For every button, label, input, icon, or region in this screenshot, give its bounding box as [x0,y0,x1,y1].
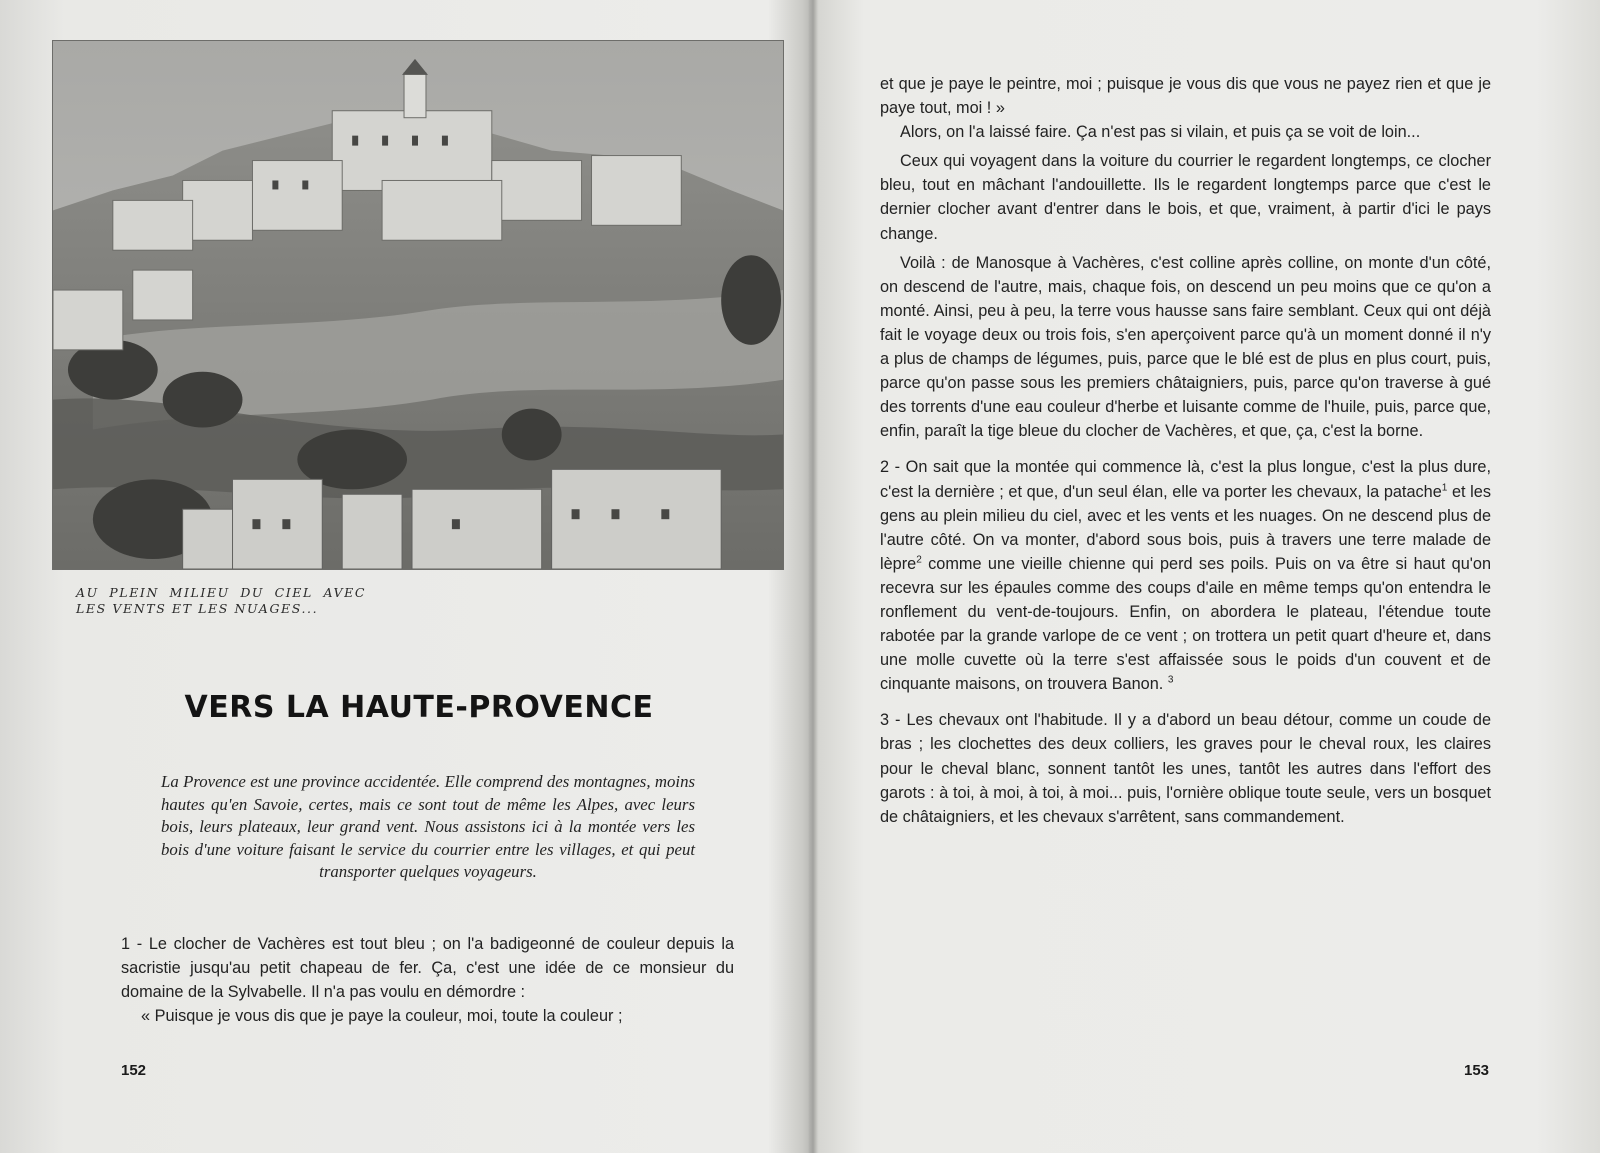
chapter-title: VERS LA HAUTE-PROVENCE [184,690,654,725]
village-photo-image [53,41,783,569]
page-number-left: 152 [121,1062,147,1079]
village-on-hill-photo [52,40,784,570]
paragraph-2-part-c: comme une vieille chienne qui perd ses poils. Puis on va être si haut qu'on recevra sur les épaules comme des coups d'aile en même temps qu'on entendra le ronflement du vent-de-toujours. Enfin, on abordera le plateau, l'étendue toute rabotée par la grande varlope de ce vent ; on trottera un petit quart d'heure et, dans une molle cuvette où la terre s'est affaissée sous le poids d'un couvent et de cinquante maisons, on trouvera Banon. [880,554,1491,694]
left-body-text [121,932,734,1028]
footnote-ref-2[interactable]: 2 [916,554,922,566]
intro-paragraph: La Provence est une province accidentée. Elle comprend des montagnes, moins hautes qu'en Savoie, certes, mais ce sont tout de même les Alpes, avec leurs bois, leurs plateaux, leur grand vent. Nous assistons ici à la montée vers les bois d'une voiture faisant le service du courrier entre les villages, et qui peut transporter quelques voyageurs. [161,772,695,881]
page-number-right: 153 [1464,1062,1490,1079]
footnote-ref-1[interactable]: 1 [1441,482,1448,494]
paragraph-continued: et que je paye le peintre, moi ; puisque je vous dis que vous ne payez rien et que je paye tout, moi ! » [880,75,1491,118]
paragraph-2 [880,455,1491,696]
paragraph-2-start: « Puisque je vous dis que je paye la couleur, moi, toute la couleur ; [141,1007,623,1026]
paragraph-2-part-b: et les gens au plein milieu du ciel, avec et les vents et les nuages. On ne descend plus de l'autre côté. On va monter, d'abord sous bois, puis à travers une terre malade de lèpre [880,482,1491,573]
photo-caption: AU PLEIN MILIEU DU CIEL AVEC LES VENTS ET LES NUAGES... [76,585,366,616]
paragraph-ceux: Ceux qui voyagent dans la voiture du courrier le regardent longtemps, ce clocher bleu, tout en mâchant l'andouillette. Ils le regardent longtemps parce que c'est le dernier clocher avant d'entrer dans le bois, et que, vraiment, à partir d'ici le pays change. [880,152,1491,243]
paragraph-alors: Alors, on l'a laissé faire. Ça n'est pas si vilain, et puis ça se voit de loin... [900,123,1421,142]
footnote-ref-3[interactable]: 3 [1167,674,1174,686]
paragraph-1: 1 - Le clocher de Vachères est tout bleu ; on l'a badigeonné de couleur depuis la sacristie jusqu'au petit chapeau de fer. Ça, c'est une idée de ce monsieur du domaine de la Sylvabelle. Il n'a pas voulu en démordre : [121,935,734,1002]
paragraph-3: 3 - Les chevaux ont l'habitude. Il y a d'abord un beau détour, comme un coude de bras ; les clochettes des deux colliers, les graves pour le cheval roux, les claires pour le cheval blanc, sonnent tantôt les unes, tantôt les autres dans l'effort des garots : à toi, à moi, à toi, à moi... puis, l'ornière oblique toute seule, vers un bosquet de châtaigniers, et les chevaux s'arrêtent, sans commandement. [880,711,1491,826]
paragraph-2-part-a: 2 - On sait que la montée qui commence là, c'est la plus longue, c'est la plus dure, c'est la dernière ; et que, d'un seul élan, elle va porter les chevaux, la patache [880,458,1491,501]
right-body-text [880,72,1491,829]
paragraph-voila: Voilà : de Manosque à Vachères, c'est colline après colline, on monte d'un côté, on descend de l'autre, mais, chaque fois, on descend un peu moins que ce qu'on a monté. Ainsi, peu à peu, la terre vous hausse sans faire semblant. Ceux qui ont déjà fait le voyage deux ou trois fois, s'en aperçoivent parce qu'à un moment donné il n'y a plus de champs de légumes, puis, parce que le blé est de plus en plus court, puis, parce qu'on passe sous les premiers châtaigniers, puis, parce qu'on traverse à gué des torrents d'une eau couleur d'herbe et luisante comme de l'huile, puis, parce que, enfin, paraît la tige bleue du clocher de Vachères, et que, ça, c'est la borne. [880,253,1491,441]
